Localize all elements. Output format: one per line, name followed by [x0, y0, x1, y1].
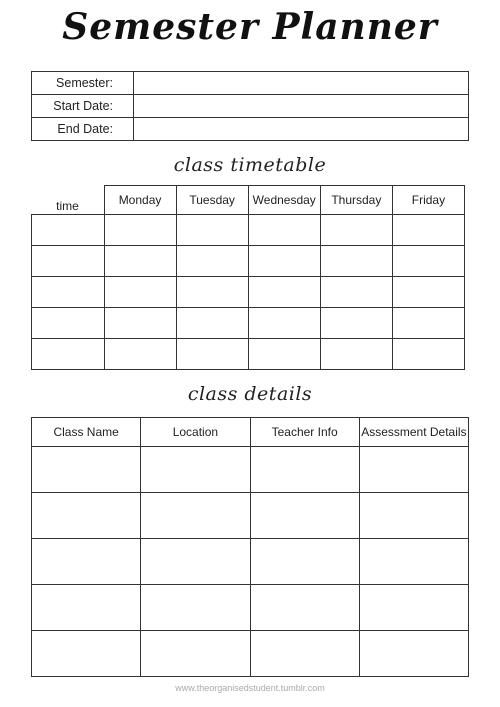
class-details-cell[interactable]: [141, 447, 250, 493]
class-details-cell[interactable]: [250, 631, 359, 677]
timetable-row: [32, 338, 465, 369]
class-details-cell[interactable]: [359, 585, 468, 631]
timetable-cell[interactable]: [176, 276, 248, 307]
class-details-cell[interactable]: [32, 447, 141, 493]
teacher-info-header: Teacher Info: [250, 418, 359, 447]
timetable-row: [32, 214, 465, 245]
timetable-cell[interactable]: [176, 245, 248, 276]
timetable-cell[interactable]: [320, 338, 392, 369]
timetable-header-row: [32, 186, 465, 215]
class-details-cell[interactable]: [250, 539, 359, 585]
class-details-cell[interactable]: [141, 539, 250, 585]
class-details-cell[interactable]: [32, 631, 141, 677]
day-header-monday: Monday: [104, 186, 176, 215]
timetable-heading: class timetable: [173, 154, 327, 176]
class-details-row: [32, 539, 469, 585]
class-details-cell[interactable]: [141, 631, 250, 677]
class-details-cell[interactable]: [250, 585, 359, 631]
footer-url: www.theorganisedstudent.tumblr.com: [175, 683, 325, 693]
class-details-cell[interactable]: [32, 585, 141, 631]
class-details-cell[interactable]: [141, 493, 250, 539]
semester-row: [32, 72, 469, 95]
timetable-cell[interactable]: [248, 214, 320, 245]
timetable-cell[interactable]: [392, 276, 464, 307]
class-details-cell[interactable]: [359, 493, 468, 539]
timetable-cell[interactable]: [392, 307, 464, 338]
semester-field[interactable]: [134, 72, 469, 95]
day-header-thursday: Thursday: [320, 186, 392, 215]
end-date-field[interactable]: [134, 118, 469, 141]
timetable-cell[interactable]: [104, 338, 176, 369]
semester-info-table: [31, 71, 469, 141]
timetable-cell[interactable]: [248, 276, 320, 307]
timetable-cell[interactable]: [392, 245, 464, 276]
semester-label: Semester:: [32, 72, 134, 95]
class-details-cell[interactable]: [141, 585, 250, 631]
time-column-header: time: [32, 186, 105, 215]
timetable-row: [32, 276, 465, 307]
timetable-cell[interactable]: [176, 307, 248, 338]
class-details-row: [32, 493, 469, 539]
start-date-field[interactable]: [134, 95, 469, 118]
timetable-cell[interactable]: [320, 276, 392, 307]
timetable-cell[interactable]: [320, 245, 392, 276]
timetable-cell[interactable]: [104, 307, 176, 338]
timetable-cell[interactable]: [104, 276, 176, 307]
timetable-cell[interactable]: [248, 307, 320, 338]
start-date-label: Start Date:: [32, 95, 134, 118]
location-header: Location: [141, 418, 250, 447]
end-date-row: [32, 118, 469, 141]
assessment-details-header: Assessment Details: [359, 418, 468, 447]
class-name-header: Class Name: [32, 418, 141, 447]
class-details-cell[interactable]: [359, 447, 468, 493]
class-details-row: [32, 585, 469, 631]
timetable-cell[interactable]: [176, 338, 248, 369]
class-details-row: [32, 631, 469, 677]
day-header-tuesday: Tuesday: [176, 186, 248, 215]
timetable-cell[interactable]: [248, 245, 320, 276]
timetable-cell[interactable]: [320, 307, 392, 338]
timetable-row: [32, 307, 465, 338]
timetable-cell[interactable]: [392, 214, 464, 245]
day-header-wednesday: Wednesday: [248, 186, 320, 215]
class-details-heading: class details: [187, 383, 313, 405]
day-header-friday: Friday: [392, 186, 464, 215]
class-details-cell[interactable]: [32, 493, 141, 539]
class-details-cell[interactable]: [250, 493, 359, 539]
timetable-cell[interactable]: [104, 245, 176, 276]
timetable-cell[interactable]: [248, 338, 320, 369]
start-date-row: [32, 95, 469, 118]
class-details-table: [31, 417, 469, 677]
timetable-cell[interactable]: [104, 214, 176, 245]
timetable-table: [31, 185, 465, 370]
time-cell[interactable]: [32, 307, 105, 338]
end-date-label: End Date:: [32, 118, 134, 141]
time-cell[interactable]: [32, 214, 105, 245]
class-details-header-row: [32, 418, 469, 447]
timetable-row: [32, 245, 465, 276]
page-title: Semester Planner: [62, 6, 438, 48]
class-details-cell[interactable]: [32, 539, 141, 585]
time-cell[interactable]: [32, 245, 105, 276]
timetable-cell[interactable]: [176, 214, 248, 245]
time-cell[interactable]: [32, 276, 105, 307]
time-cell[interactable]: [32, 338, 105, 369]
class-details-cell[interactable]: [250, 447, 359, 493]
timetable-cell[interactable]: [320, 214, 392, 245]
class-details-row: [32, 447, 469, 493]
class-details-cell[interactable]: [359, 539, 468, 585]
timetable-cell[interactable]: [392, 338, 464, 369]
class-details-cell[interactable]: [359, 631, 468, 677]
